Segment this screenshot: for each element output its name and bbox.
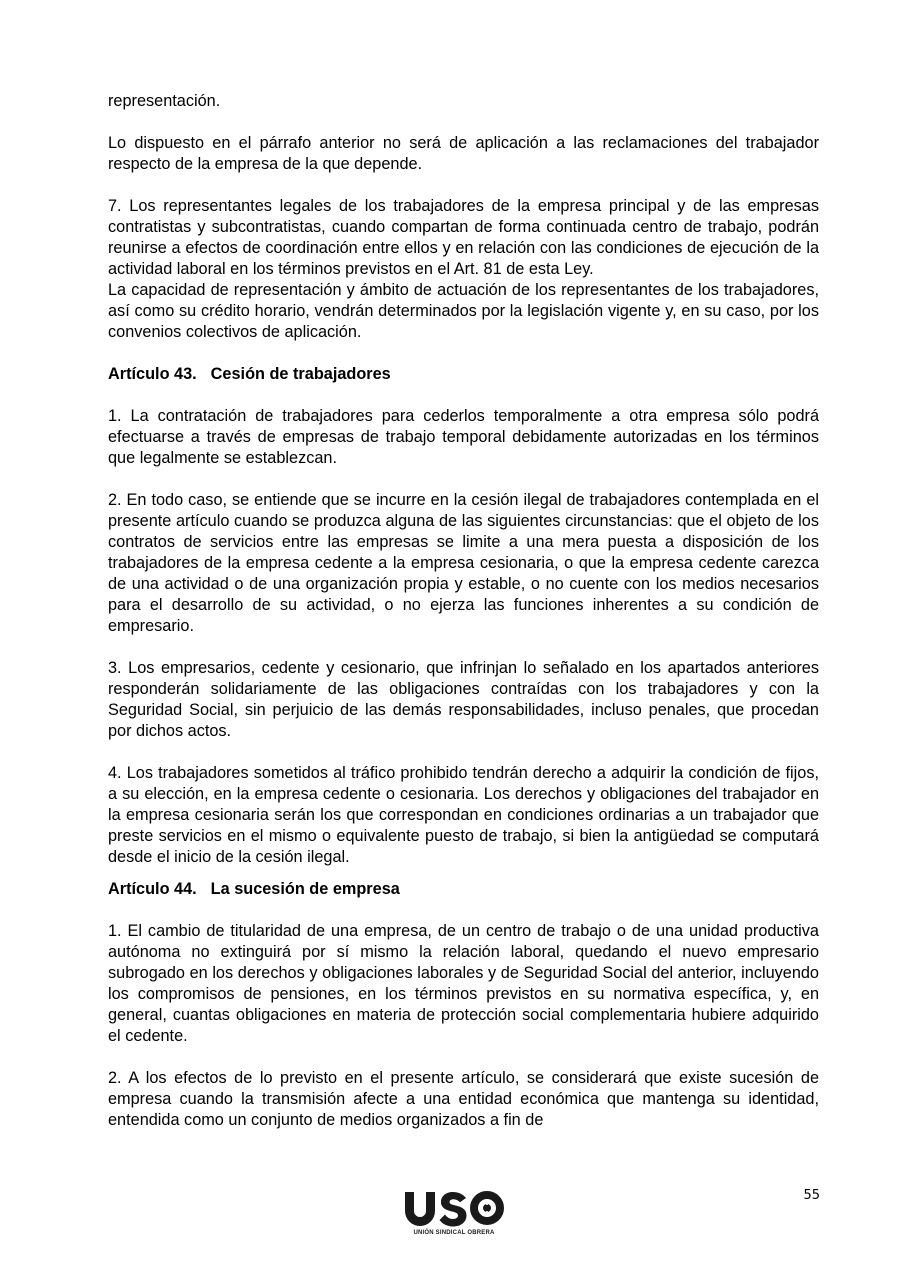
paragraph: 4. Los trabajadores sometidos al tráfico prohibido tendrán derecho a adquirir la condición de fijos, a su elección, en la empresa cedente o cesionaria. Los derechos y obligaciones del trabajador en la empresa cesionaria serán los que correspondan en condiciones ordinarias a un trabajador que preste servicios en el mismo o equivalente puesto de trabajo, si bien la antigüedad se computará desde el inicio de la cesión ilegal.: [108, 764, 819, 866]
article-number: Artículo 43.: [108, 365, 197, 383]
logo-caption: UNIÓN SINDICAL OBRERA: [413, 1230, 495, 1236]
paragraph: 1. La contratación de trabajadores para cederlos temporalmente a otra empresa sólo podrá efectuarse a través de empresas de trabajo temporal debidamente autorizadas en los términos que legalmente se establezcan.: [108, 407, 819, 467]
paragraph: 3. Los empresarios, cedente y cesionario, que infrinjan lo señalado en los apartados anteriores responderán solidariamente de las obligaciones contraídas con los trabajadores y con la Seguridad Social, sin perjuicio de las demás responsabilidades, incluso penales, que procedan por dichos actos.: [108, 659, 819, 740]
page-number: 55: [803, 1188, 820, 1203]
paragraph: representación.: [108, 92, 221, 110]
paragraph: 7. Los representantes legales de los trabajadores de la empresa principal y de las empresas contratistas y subcontratistas, cuando compartan de forma continuada centro de trabajo, podrán reunirse a efectos de coordinación entre ellos y en relación con las condiciones de ejecución de la actividad laboral en los términos previstos en el Art. 81 de esta Ley.: [108, 197, 819, 278]
article-title: La sucesión de empresa: [210, 880, 400, 898]
paragraph: 2. A los efectos de lo previsto en el presente artículo, se considerará que existe sucesión de empresa cuando la transmisión afecte a una entidad económica que mantenga su identidad, entendida como un conjunto de medios organizados a fin de: [108, 1069, 819, 1129]
article-heading: [108, 879, 819, 900]
paragraph: 1. El cambio de titularidad de una empresa, de un centro de trabajo o de una unidad productiva autónoma no extinguirá por sí mismo la relación laboral, quedando el nuevo empresario subrogado en los derechos y obligaciones laborales y de Seguridad Social del anterior, incluyendo los compromisos de pensiones, en los términos previstos en su normativa específica, y, en general, cuantas obligaciones en materia de protección social complementaria hubiere adquirido el cedente.: [108, 922, 819, 1045]
document-body: [108, 91, 819, 1152]
article-heading: [108, 364, 819, 385]
paragraph: La capacidad de representación y ámbito de actuación de los representantes de los trabajadores, así como su crédito horario, vendrán determinados por la legislación vigente y, en su caso, por los convenios colectivos de aplicación.: [108, 281, 819, 341]
article-title: Cesión de trabajadores: [210, 365, 391, 383]
paragraph: 2. En todo caso, se entiende que se incurre en la cesión ilegal de trabajadores contemplada en el presente artículo cuando se produzca alguna de las siguientes circunstancias: que el objeto de los contratos de servicios entre las empresas se limite a una mera puesta a disposición de los trabajadores de la empresa cedente a la empresa cesionaria, o que la empresa cedente carezca de una actividad o de una organización propia y estable, o no cuente con los medios necesarios para el desarrollo de su actividad, o no ejerza las funciones inherentes a su condición de empresario.: [108, 491, 819, 635]
article-number: Artículo 44.: [108, 880, 197, 898]
paragraph: Lo dispuesto en el párrafo anterior no será de aplicación a las reclamaciones del trabajador respecto de la empresa de la que depende.: [108, 134, 819, 173]
